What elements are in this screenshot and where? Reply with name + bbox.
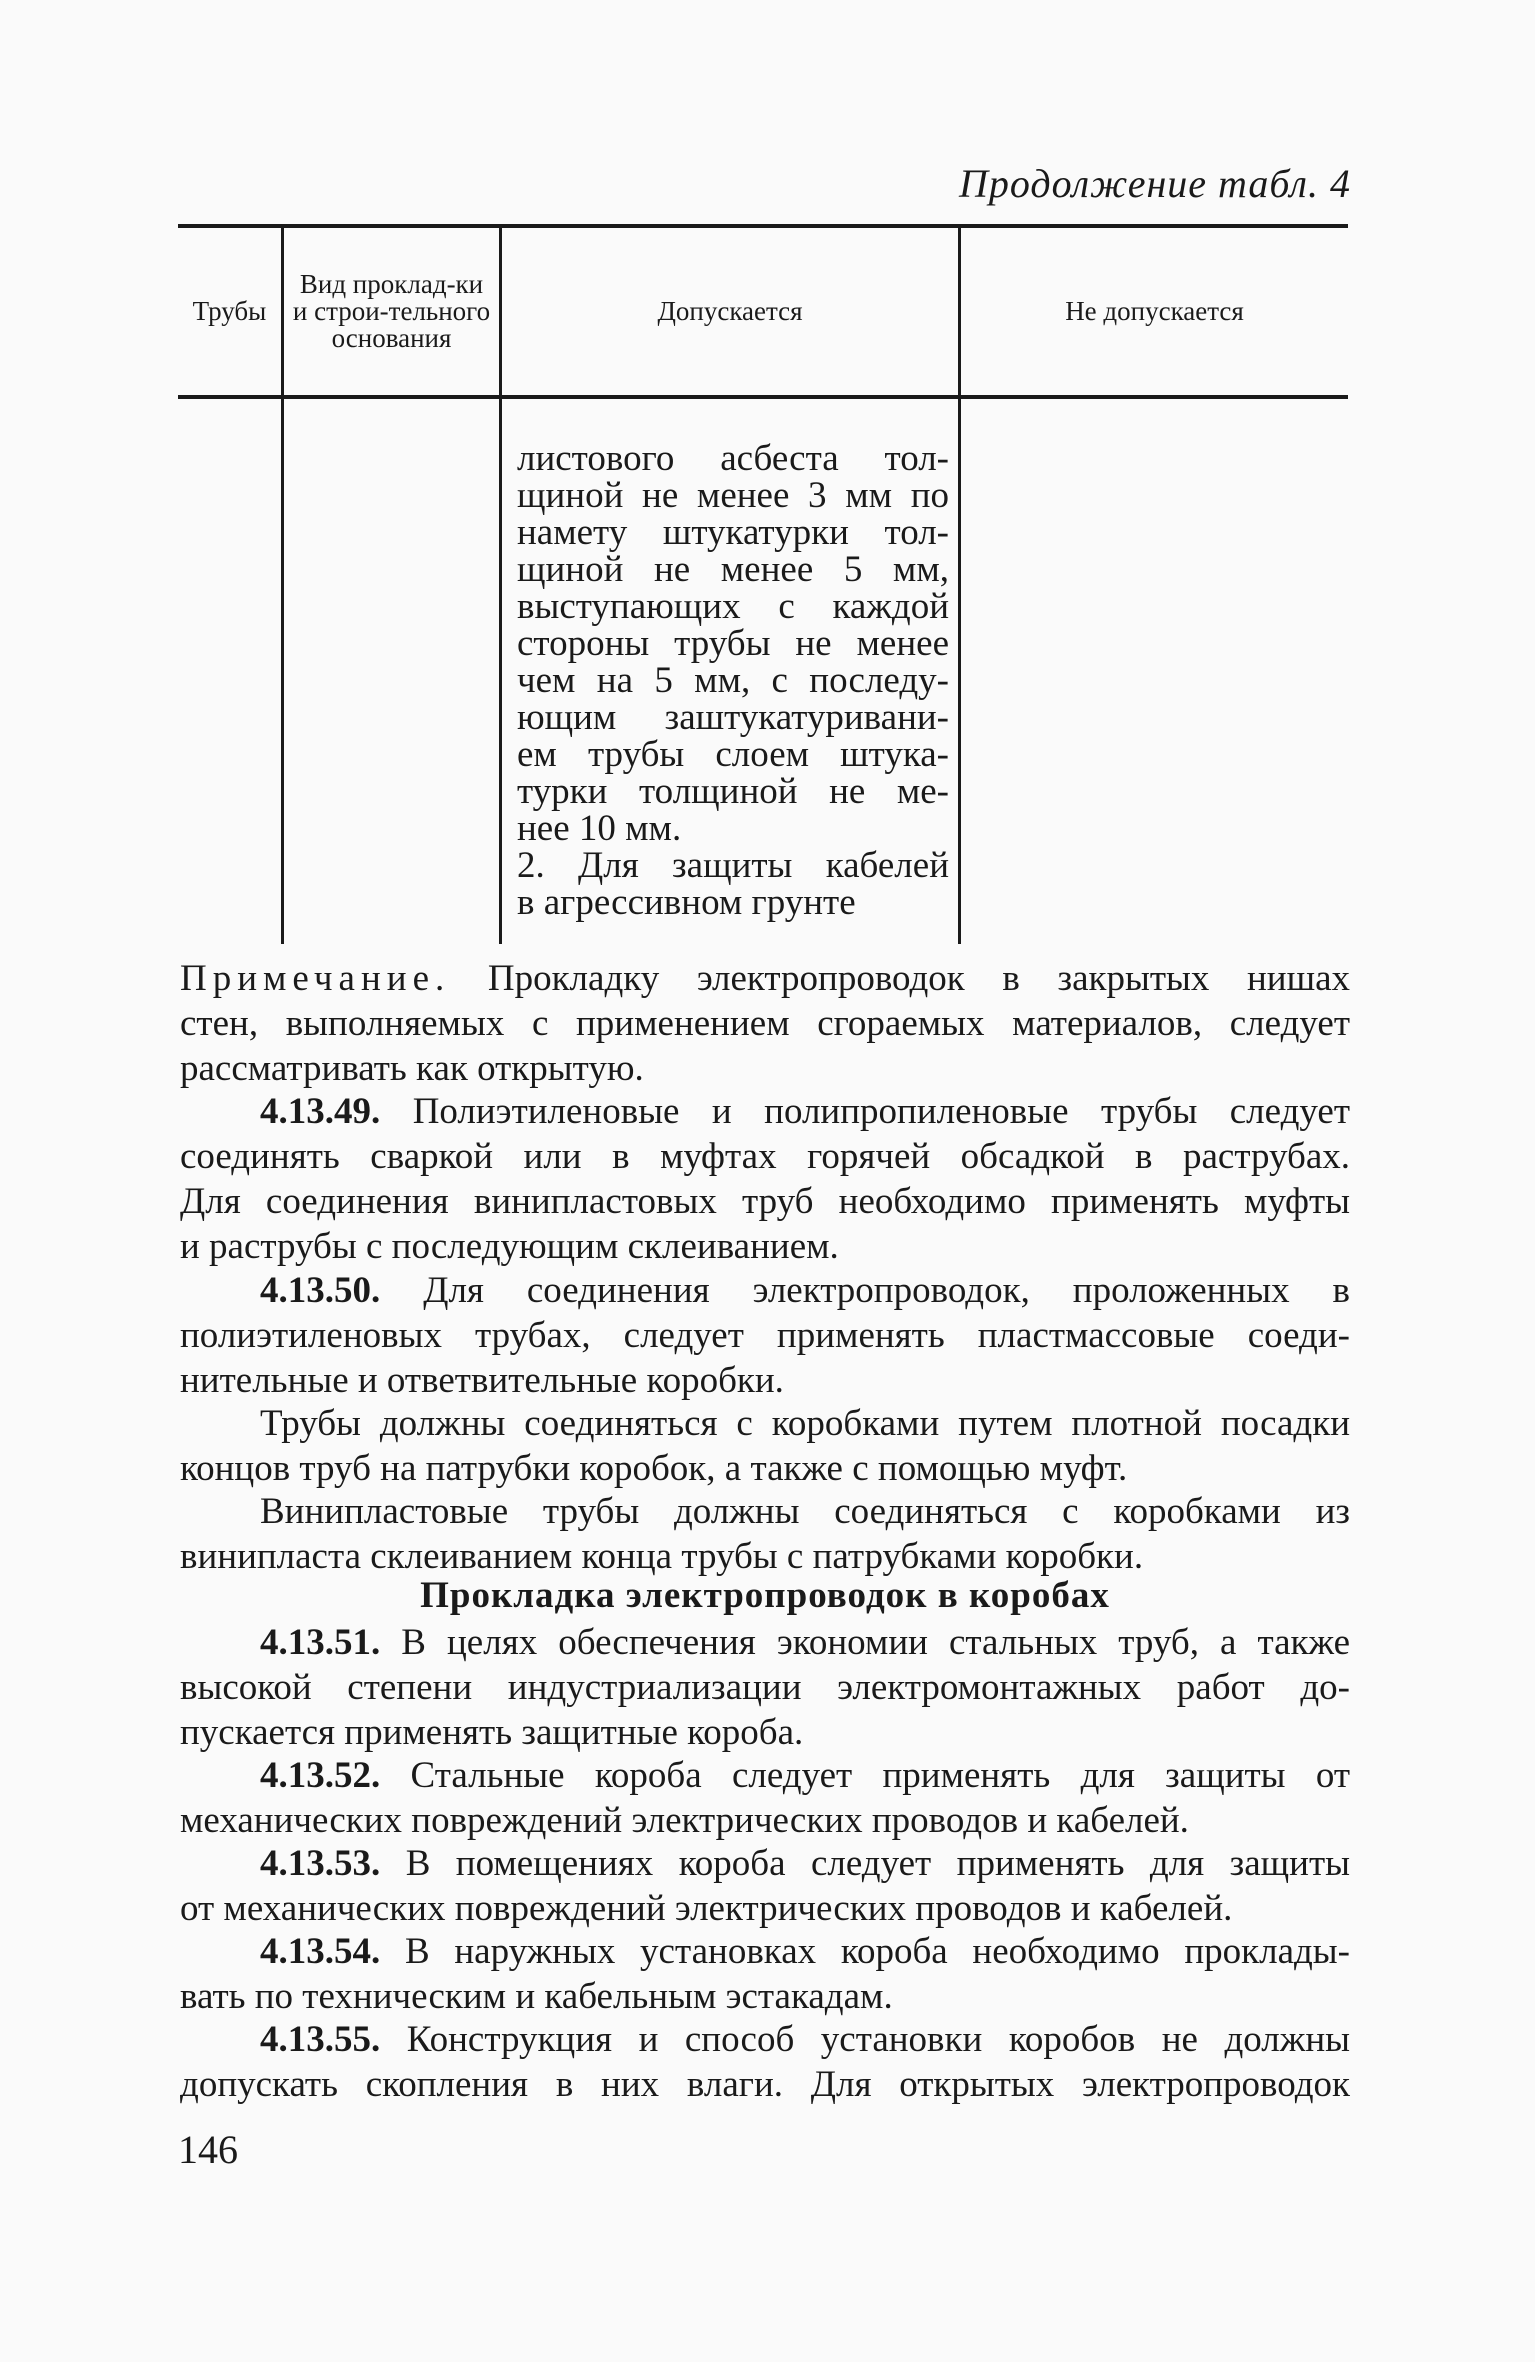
paragraph-line: высокой степени индустриализации электромонтажных работ до- — [180, 1667, 1350, 1708]
cell-line: листового асбеста тол- — [517, 438, 949, 479]
table-continuation-caption: Продолжение табл. 4 — [958, 161, 1351, 206]
paragraph-number: 4.13.51. — [260, 1622, 381, 1663]
paragraph-4-13-52 — [180, 1753, 1350, 1843]
table — [178, 224, 1348, 944]
note-label: Примечание. — [180, 958, 451, 999]
cell-line: 2. Для защиты кабелей — [517, 845, 949, 886]
paragraph-line: 4.13.52. Стальные короба следует применять для защиты от — [260, 1755, 1350, 1796]
allowed-cell — [517, 440, 949, 921]
paragraph-line: соединять сваркой или в муфтах горячей обсадкой в раструбах. — [180, 1136, 1350, 1177]
paragraph-number: 4.13.50. — [260, 1270, 381, 1311]
table-header-rule — [178, 395, 1348, 399]
paragraph-4-13-49 — [180, 1089, 1350, 1269]
cell-line: в агрессивном грунте — [517, 882, 856, 923]
header-pipes: Трубы — [192, 296, 267, 326]
paragraph-4-13-51 — [180, 1620, 1350, 1755]
cell-line: намету штукатурки тол- — [517, 512, 949, 553]
paragraph-line: 4.13.55. Конструкция и способ установки коробов не должны — [260, 2019, 1350, 2060]
paragraph-number: 4.13.52. — [260, 1755, 381, 1796]
paragraph-4-13-50 — [180, 1268, 1350, 1403]
cell-line: ем трубы слоем штука- — [517, 734, 949, 775]
note-line: стен, выполняемых с применением сгораемых материалов, следует — [180, 1003, 1350, 1044]
section-heading: Прокладка электропроводок в коробах — [420, 1575, 1110, 1616]
paragraph-line: 4.13.54. В наружных установках короба необходимо проклады- — [260, 1931, 1350, 1972]
paragraph-line: полиэтиленовых трубах, следует применять пластмассовые соеди- — [180, 1315, 1350, 1356]
paragraph-line: 4.13.53. В помещениях короба следует применять для защиты — [260, 1843, 1350, 1884]
paragraph-line: от механических повреждений электрических проводов и кабелей. — [180, 1888, 1233, 1929]
page-number: 146 — [178, 2127, 238, 2172]
paragraph-number: 4.13.53. — [260, 1843, 381, 1884]
header-allowed: Допускается — [657, 296, 803, 326]
paragraph-number: 4.13.54. — [260, 1931, 381, 1972]
paragraph-line: 4.13.49. Полиэтиленовые и полипропиленовые трубы следует — [260, 1091, 1350, 1132]
paragraph-pipe-connection — [180, 1401, 1350, 1491]
paragraph-line: нительные и ответвительные коробки. — [180, 1360, 784, 1401]
paragraph-number: 4.13.55. — [260, 2019, 381, 2060]
note-line: рассматривать как открытую. — [180, 1048, 644, 1089]
paragraph-line: 4.13.51. В целях обеспечения экономии стальных труб, а также — [260, 1622, 1351, 1663]
cell-line: турки толщиной не ме- — [517, 771, 949, 812]
paragraph-line: механических повреждений электрических проводов и кабелей. — [180, 1800, 1189, 1841]
paragraph-vinyl-pipes — [180, 1489, 1350, 1579]
paragraph-line: Для соединения винипластовых труб необходимо применять муфты — [180, 1181, 1350, 1222]
paragraph-line: винипласта склеиванием конца трубы с патрубками коробки. — [180, 1536, 1144, 1577]
header-laying-type: Вид проклад-ки и строи-тельного основания — [292, 269, 491, 353]
note-line: Примечание. Прокладку электропроводок в закрытых нишах — [180, 958, 1350, 999]
paragraph-number: 4.13.49. — [260, 1091, 381, 1132]
paragraph-line: вать по техническим и кабельным эстакадам. — [180, 1976, 893, 2017]
cell-line: чем на 5 мм, с последу- — [517, 660, 949, 701]
cell-line: щиной не менее 3 мм по — [517, 475, 949, 516]
cell-line: выступающих с каждой — [517, 586, 949, 627]
cell-line: ющим заштукатуривани- — [517, 697, 949, 738]
cell-line: щиной не менее 5 мм, — [517, 549, 949, 590]
paragraph-4-13-55 — [180, 2017, 1350, 2107]
paragraph-line: пускается применять защитные короба. — [180, 1712, 804, 1753]
cell-line: стороны трубы не менее — [517, 623, 949, 664]
paragraph-4-13-53 — [180, 1841, 1350, 1931]
paragraph-line: концов труб на патрубки коробок, а также с помощью муфт. — [180, 1448, 1128, 1489]
table-note — [180, 956, 1350, 1091]
paragraph-line: и раструбы с последующим склеиванием. — [180, 1226, 839, 1267]
paragraph-line: допускать скопления в них влаги. Для открытых электропроводок — [180, 2064, 1350, 2105]
header-not-allowed: Не допускается — [1065, 296, 1244, 326]
paragraph-line: 4.13.50. Для соединения электропроводок, проложенных в — [260, 1270, 1350, 1311]
cell-line: нее 10 мм. — [517, 808, 682, 849]
paragraph-4-13-54 — [180, 1929, 1350, 2019]
paragraph-line: Трубы должны соединяться с коробками путем плотной посадки — [260, 1403, 1350, 1444]
paragraph-line: Винипластовые трубы должны соединяться с коробками из — [260, 1491, 1350, 1532]
